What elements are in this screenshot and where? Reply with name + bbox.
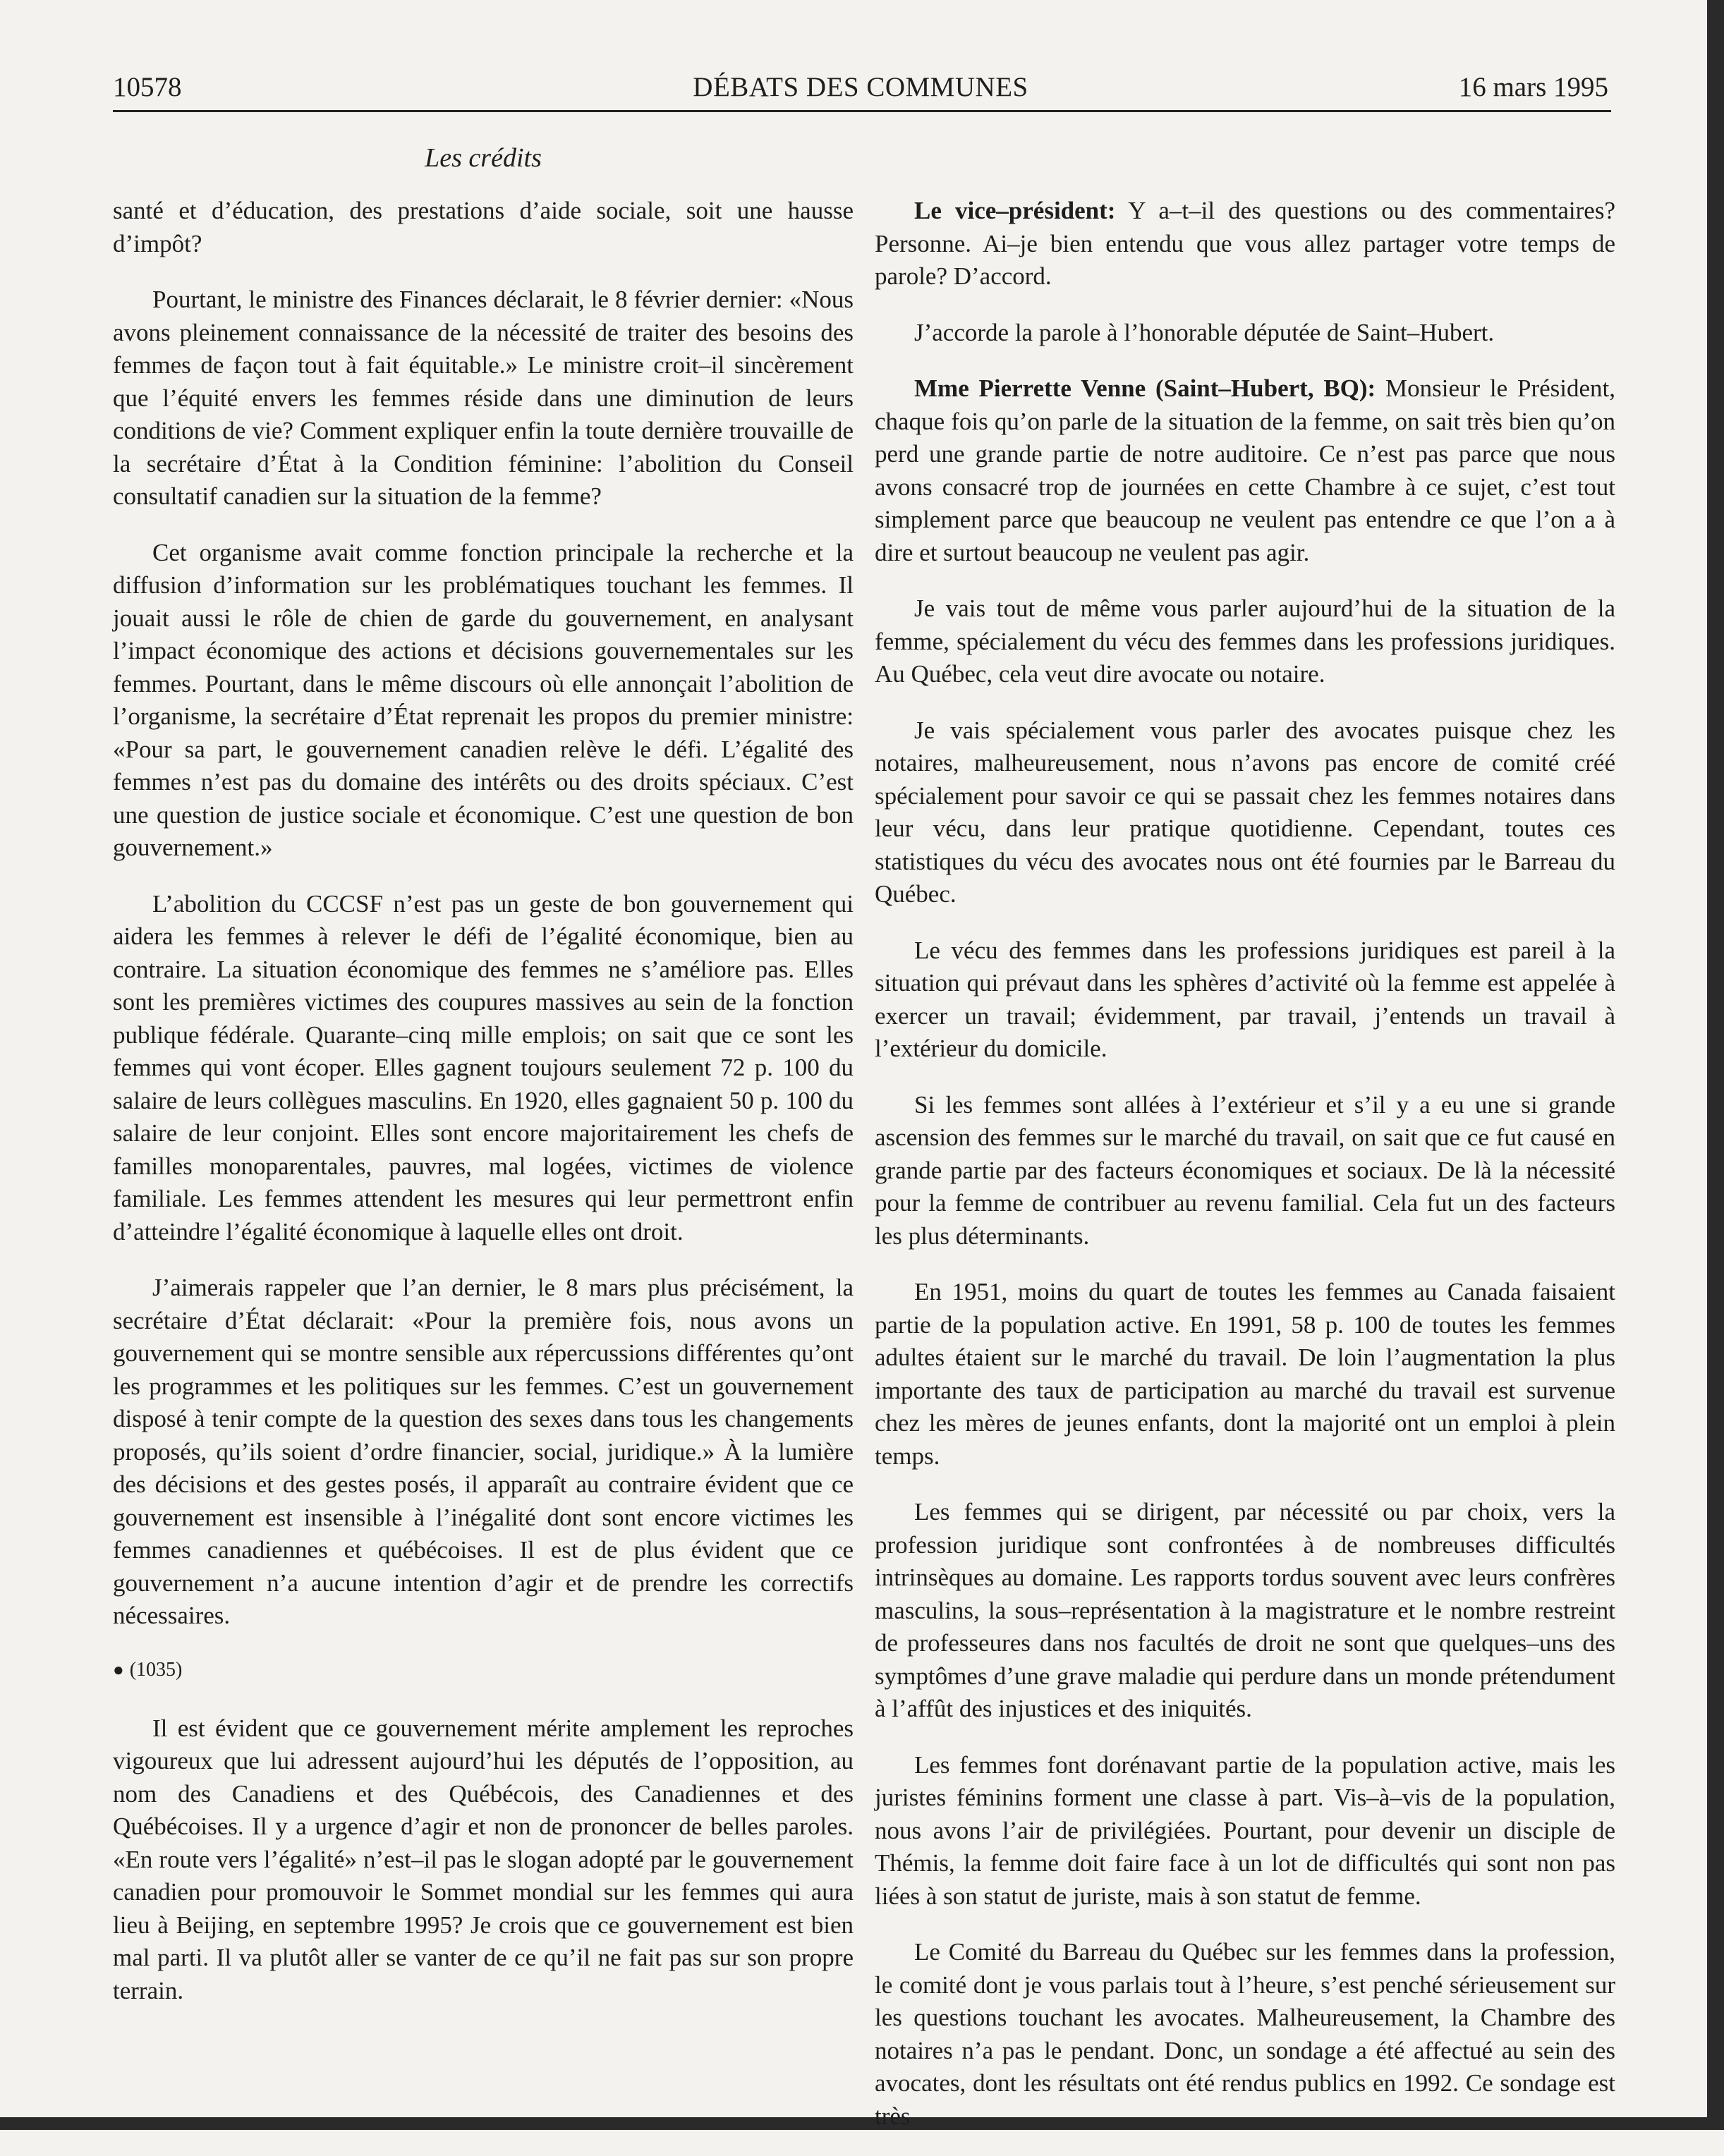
speech-text: Y a–t–il des questions ou des commentaires? Personne. Ai–je bien entendu que vous allez partager votre temps de parole? D’accord. [875,197,1615,290]
paragraph [875,195,1615,293]
speaker-name: Le vice–président: [914,197,1116,224]
speech-text: Monsieur le Président, chaque fois qu’on parle de la situation de la femme, on sait très bien qu’on perd une grande partie de notre auditoire. Ce n’est pas parce que nous avons consacré trop de journées en cette Chambre à ce sujet, c’est tout simplement parce que beaucoup ne veulent pas entendre ce que l’on a à dire et surtout beaucoup ne veulent pas agir. [875,374,1615,566]
paragraph: Il est évident que ce gouvernement mérite amplement les reproches vigoureux que lui adressent aujourd’hui les députés de l’opposition, au nom des Canadiens et des Québécois, des Canadiennes et des Québécoises. Il y a urgence d’agir et non de prononcer de belles paroles. «En route vers l’égalité» n’est–il pas le slogan adopté par le gouvernement canadien pour promouvoir le Sommet mondial sur les femmes qui aura lieu à Beijing, en septembre 1995? Je crois que ce gouvernement est bien mal parti. Il va plutôt aller se vanter de ce qu’il ne fait pas sur son propre terrain. [113,1714,854,2004]
header-rule [113,110,1611,112]
right-column [875,195,1615,2156]
paragraph: Si les femmes sont allées à l’extérieur et s’il y a eu une si grande ascension des femmes sur le marché du travail, on sait que ce fut causé en grande partie par des facteurs économiques et sociaux. De là la nécessité pour la femme de contribuer au revenu familial. Cela fut un des facteurs les plus déterminants. [875,1090,1615,1250]
left-column [113,195,854,2030]
paragraph: santé et d’éducation, des prestations d’aide sociale, soit une hausse d’impôt? [113,197,854,257]
paragraph: En 1951, moins du quart de toutes les femmes au Canada faisaient partie de la population active. En 1991, 58 p. 100 de toutes les femmes adultes étaient sur le marché du travail. De loin l’augmentation la plus importante des taux de participation au marché du travail est survenue chez les mères de jeunes enfants, dont la majorité ont un emploi à plein temps. [875,1278,1615,1470]
paragraph: J’aimerais rappeler que l’an dernier, le 8 mars plus précisément, la secrétaire d’État déclarait: «Pour la première fois, nous avons un gouvernement qui se montre sensible aux répercussions différentes qu’ont les programmes et les politiques sur les femmes. C’est un gouvernement disposé à tenir compte de la question des sexes dans tous les changements proposés, qu’ils soient d’ordre financier, social, juridique.» À la lumière des décisions et des gestes posés, il apparaît au contraire évident que ce gouvernement est insensible à l’inégalité dont sont encore victimes les femmes canadiennes et québécoises. Il est de plus évident que ce gouvernement n’a aucune intention d’agir et de prendre les correctifs nécessaires. [113,1274,854,1629]
paragraph: Le Comité du Barreau du Québec sur les femmes dans la profession, le comité dont je vous parlais tout à l’heure, s’est penché sérieusement sur les questions touchant les avocates. Malheureusement, la Chambre des notaires n’a pas le pendant. Donc, un sondage a été affectué au sein des avocates, dont les résultats ont été rendus publics en 1992. Ce sondage est très [875,1938,1615,2130]
time-marker-label: (1035) [129,1658,183,1681]
page-number: 10578 [113,72,182,102]
scan-border-right [1707,0,1724,2130]
speaker-name: Mme Pierrette Venne (Saint–Hubert, BQ): [914,374,1376,402]
paragraph: Les femmes qui se dirigent, par nécessité ou par choix, vers la profession juridique sont confrontées à de nombreuses difficultés intrinsèques au domaine. Les rapports tordus souvent avec leurs confrères masculins, la sous–représentation à la magistrature et le nombre restreint de professeures dans nos facultés de droit ne sont que quelques–uns des symptômes d’une grave maladie qui perdure dans un monde prétendument à l’affût des injustices et des iniquités. [875,1498,1615,1722]
paragraph: Les femmes font dorénavant partie de la population active, mais les juristes féminins forment une classe à part. Vis–à–vis de la population, nous avons l’air de privilégiées. Pourtant, pour devenir un disciple de Thémis, la femme doit faire face à un lot de difficultés qui sont non pas liées à son statut de juriste, mais à son statut de femme. [875,1750,1615,1910]
paragraph: Je vais tout de même vous parler aujourd’hui de la situation de la femme, spécialement du vécu des femmes dans les professions juridiques. Au Québec, cela veut dire avocate ou notaire. [875,595,1615,688]
paragraph: Je vais spécialement vous parler des avocates puisque chez les notaires, malheureusement, nous n’avons pas encore de comité créé spécialement pour savoir ce qui se passait chez les femmes notaires dans leur vécu, dans leur pratique quotidienne. Cependant, toutes ces statistiques du vécu des avocates nous ont été fournies par le Barreau du Québec. [875,716,1615,908]
paragraph: L’abolition du CCCSF n’est pas un geste de bon gouvernement qui aidera les femmes à relever le défi de l’égalité économique, bien au contraire. La situation économique des femmes ne s’améliore pas. Elles sont les premières victimes des coupures massives au sein de la fonction publique fédérale. Quarante–cinq mille emplois; on sait que ce sont les femmes qui vont écoper. Elles gagnent toujours seulement 72 p. 100 du salaire de leurs collègues masculins. En 1920, elles gagnaient 50 p. 100 du salaire de leur conjoint. Elles sont encore majoritairement les chefs de familles monoparentales, pauvres, mal logées, victimes de violence familiale. Les femmes attendent les mesures qui leur permettront enfin d’atteindre l’égalité économique à laquelle elles ont droit. [113,889,854,1246]
paragraph: Cet organisme avait comme fonction principale la recherche et la diffusion d’information sur les problématiques touchant les femmes. Il jouait aussi le rôle de chien de garde du gouvernement, en analysant l’impact économique des actions et décisions gouvernementales sur les femmes. Pourtant, dans le même discours où elle annonçait l’abolition de l’organisme, la secrétaire d’État reprenait les propos du premier ministre: «Pour sa part, le gouvernement canadien relève le défi. L’égalité des femmes n’est pas du domaine des intérêts ou des droits spéciaux. C’est une question de justice sociale et économique. C’est une question de bon gouvernement.» [113,538,854,861]
page-header [113,71,1608,113]
paragraph: Pourtant, le ministre des Finances déclarait, le 8 février dernier: «Nous avons pleinement connaissance de la nécessité de traiter des besoins des femmes de façon tout à fait équitable.» Le ministre croit–il sincèrement que l’équité envers les femmes réside dans une diminution de leurs conditions de vie? Comment expliquer enfin la toute dernière trouvaille de la secrétaire d’État à la Condition féminine: l’abolition du Conseil consultatif canadien sur la situation de la femme? [113,286,854,510]
time-marker [113,1656,854,1684]
publication-title: DÉBATS DES COMMUNES [693,72,1028,102]
paragraph: Le vécu des femmes dans les professions juridiques est pareil à la situation qui prévaut dans les sphères d’activité où la femme est appelée à exercer un travail; évidemment, par travail, j’entends un travail à l’extérieur du domicile. [875,936,1615,1062]
paragraph: J’accorde la parole à l’honorable députée de Saint–Hubert. [914,318,1495,346]
bullet-icon: ● [113,1659,124,1680]
publication-date: 16 mars 1995 [1458,72,1608,102]
section-title: Les crédits [425,143,542,173]
paragraph [875,372,1615,569]
